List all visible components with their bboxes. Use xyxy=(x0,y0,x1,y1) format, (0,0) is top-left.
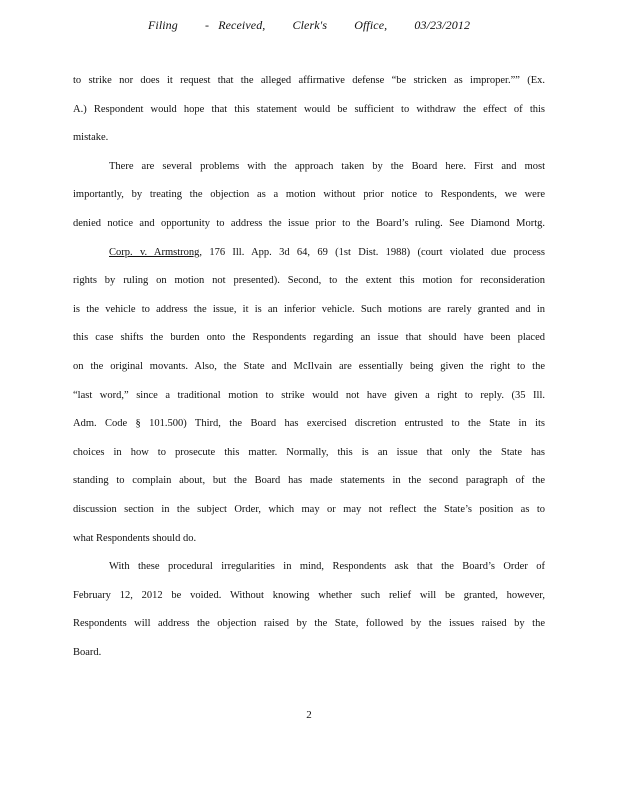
body-line: what Respondents should do. xyxy=(73,532,197,544)
body-line: Board. xyxy=(73,646,102,658)
body-line: rights by ruling on motion not presented). Second, to the extent this motion for reconsideration xyxy=(73,275,545,287)
body-line: on the original movants. Also, the State and McIlvain are essentially being given the right to the xyxy=(73,360,545,372)
filing-header xyxy=(0,18,618,33)
body-line: denied notice and opportunity to address the issue prior to the Board’s ruling. See Diamond Mortg. xyxy=(73,217,545,229)
header-filing: Filing xyxy=(147,18,178,32)
header-received: - Received, xyxy=(205,18,266,32)
document-body xyxy=(73,67,545,667)
header-clerks: Clerk's xyxy=(292,18,328,32)
body-line: With these procedural irregularities in mind, Respondents ask that the Board’s Order of xyxy=(109,561,545,573)
body-line: Respondents will address the objection raised by the State, followed by the issues raised by the xyxy=(73,618,545,630)
body-line: choices in how to prosecute this matter. Normally, this is an issue that only the State has xyxy=(73,446,545,458)
body-line: Adm. Code § 101.500) Third, the Board has exercised discretion entrusted to the State in its xyxy=(73,418,545,430)
body-line: is the vehicle to address the issue, it is an inferior vehicle. Such motions are rarely granted and in xyxy=(73,303,545,315)
body-line: this case shifts the burden onto the Respondents regarding an issue that should have been placed xyxy=(73,332,545,344)
body-line: There are several problems with the approach taken by the Board here. First and most xyxy=(109,160,545,172)
body-line: February 12, 2012 be voided. Without knowing whether such relief will be granted, however, xyxy=(73,589,545,601)
body-line: discussion section in the subject Order, which may or may not reflect the State’s position as to xyxy=(73,503,545,515)
body-line: “last word,” since a traditional motion to strike would not have given a right to reply. (35 Ill. xyxy=(73,389,545,401)
citation-line xyxy=(73,239,545,268)
case-citation: Corp. v. Armstrong, xyxy=(109,246,202,258)
header-date: 03/23/2012 xyxy=(414,18,471,32)
body-line: mistake. xyxy=(73,132,109,144)
body-line: importantly, by treating the objection as a motion without prior notice to Respondents, we were xyxy=(73,189,545,201)
citation-rest: 176 Ill. App. 3d 64, 69 (1st Dist. 1988) (court violated due process xyxy=(202,246,545,258)
page-number: 2 xyxy=(306,709,312,721)
body-line: A.) Respondent would hope that this statement would be sufficient to withdraw the effect of this xyxy=(73,103,545,115)
body-line: to strike nor does it request that the alleged affirmative defense “be stricken as improper.”” (Ex. xyxy=(73,75,545,86)
header-office: Office, xyxy=(354,18,388,32)
body-line: standing to complain about, but the Board has made statements in the second paragraph of the xyxy=(73,475,545,487)
